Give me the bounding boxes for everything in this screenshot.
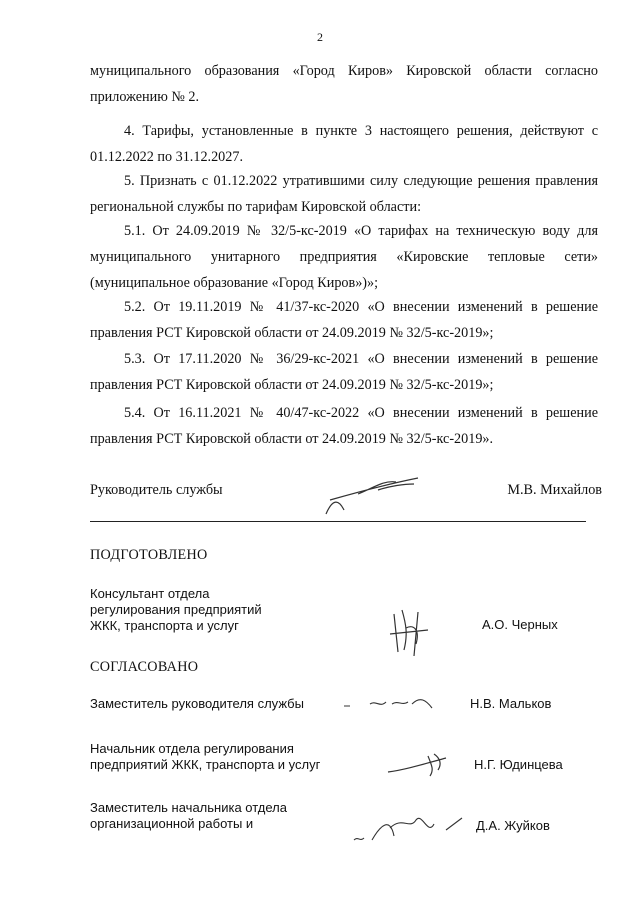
signer-title: Руководитель службы (90, 482, 223, 498)
approved-name-1: Н.В. Мальков (470, 696, 552, 711)
approved-name-2: Н.Г. Юдинцева (474, 757, 563, 772)
paragraph-repeal: 5. Признать с 01.12.2022 утратившими силу следующие решения правления региональной службы по тарифам Кировской области: (90, 173, 598, 215)
approved-position-2: Начальник отдела регулирования предприятий ЖКК, транспорта и услуг (90, 741, 321, 772)
approved-position-1: Заместитель руководителя службы (90, 696, 304, 711)
approved-signature-2-icon (384, 748, 454, 778)
paragraph-item-5-3: 5.3. От 17.11.2020 № 36/29-кс-2021 «О внесении изменений в решение правления РСТ Кировской области от 24.09.2019 № 32/5-кс-2019»; (90, 351, 598, 393)
approved-signature-1-icon (340, 690, 440, 714)
paragraph-item-5-4: 5.4. От 16.11.2021 № 40/47-кс-2022 «О внесении изменений в решение правления РСТ Кировской области от 24.09.2019 № 32/5-кс-2019». (90, 405, 598, 447)
approved-position-3: Заместитель начальника отдела организационной работы и (90, 800, 287, 831)
prepared-heading: ПОДГОТОВЛЕНО (90, 547, 208, 563)
page-number: 2 (317, 30, 323, 44)
approved-signature-3-icon (350, 806, 470, 848)
paragraph-tariffs-validity: 4. Тарифы, установленные в пункте 3 настоящего решения, действуют с 01.12.2022 по 31.12.2027. (90, 123, 598, 165)
head-signature-icon (318, 470, 428, 520)
separator-line (90, 521, 586, 522)
signer-name: М.В. Михайлов (507, 482, 602, 498)
paragraph-item-5-2: 5.2. От 19.11.2019 № 41/37-кс-2020 «О внесении изменений в решение правления РСТ Кировской области от 24.09.2019 № 32/5-кс-2019»; (90, 299, 598, 341)
approved-heading: СОГЛАСОВАНО (90, 659, 199, 675)
prepared-signature-icon (384, 604, 434, 660)
paragraph-continuation: муниципального образования «Город Киров» Кировской области согласно приложению № 2. (90, 63, 598, 105)
prepared-position: Консультант отдела регулирования предприятий ЖКК, транспорта и услуг (90, 586, 262, 633)
approved-name-3: Д.А. Жуйков (476, 818, 550, 833)
paragraph-item-5-1: 5.1. От 24.09.2019 № 32/5-кс-2019 «О тарифах на техническую воду для муниципального унитарного предприятия «Кировские тепловые сети» (муниципальное образование «Город Киров»)»; (90, 223, 598, 291)
prepared-name: А.О. Черных (482, 617, 558, 632)
